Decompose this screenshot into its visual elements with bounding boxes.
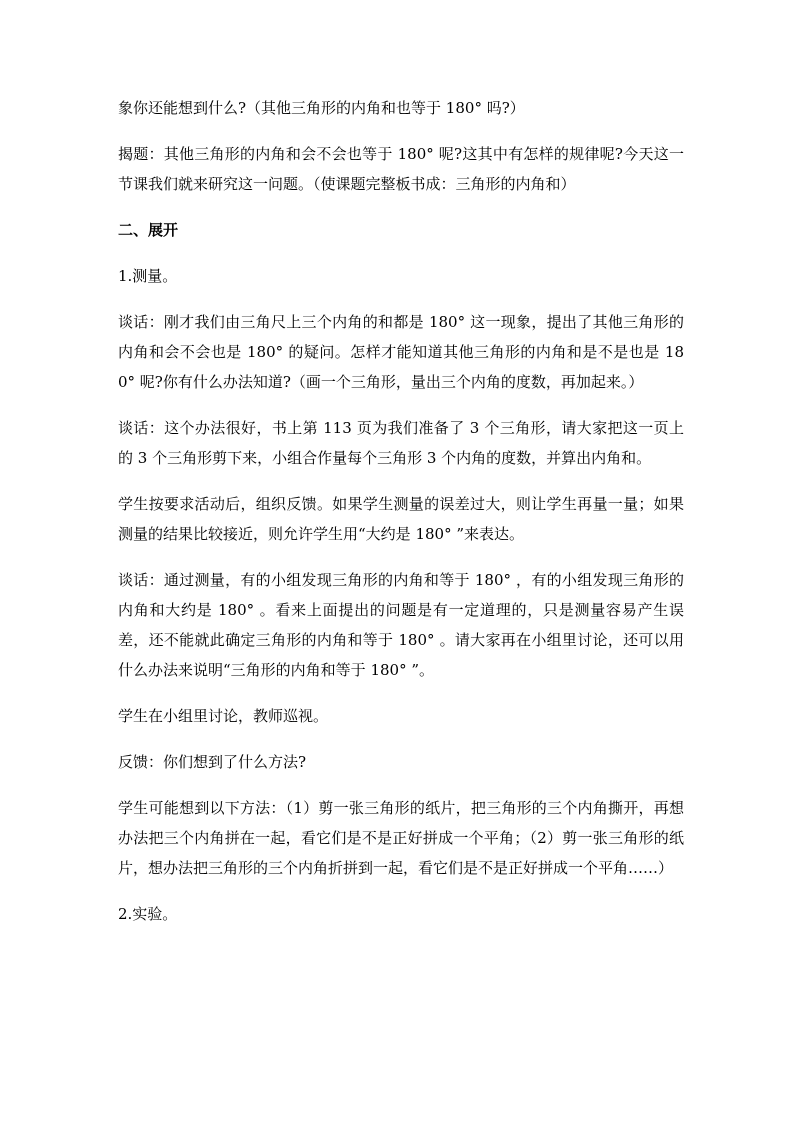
section-heading-expand: 二、展开 (118, 221, 179, 239)
subheading-measure: 1.测量。 (118, 267, 178, 285)
paragraph-group-discussion: 学生在小组里讨论，教师巡视。 (118, 707, 329, 725)
paragraph-methods: 学生可能想到以下方法：（1）剪一张三角形的纸片，把三角形的三个内角撕开，再想办法把三个内角拼在一起，看它们是不是正好拼成一个平角；（2）剪一张三角形的纸片，想办法把三角形的三个内角折拼到一起，看它们是不是正好拼成一个平角……） (118, 799, 684, 877)
paragraph-feedback: 反馈：你们想到了什么方法? (118, 753, 307, 771)
paragraph-intro-question: 象你还能想到什么?（其他三角形的内角和也等于 180° 吗?） (118, 99, 525, 117)
paragraph-talk-3: 谈话：通过测量，有的小组发现三角形的内角和等于 180° ，有的小组发现三角形的内角和大约是 180° 。看来上面提出的问题是有一定道理的，只是测量容易产生误差，还不能就此确定三角形的内角和等于 180° 。请大家再在小组里讨论，还可以用什么办法来说明“三角形的内角和等于 180° ”。 (118, 571, 684, 679)
paragraph-talk-2: 谈话：这个办法很好，书上第 113 页为我们准备了 3 个三角形，请大家把这一页上的 3 个三角形剪下来，小组合作量每个三角形 3 个内角的度数，并算出内角和。 (118, 419, 684, 467)
paragraph-talk-1: 谈话：刚才我们由三角尺上三个内角的和都是 180° 这一现象，提出了其他三角形的内角和会不会也是 180° 的疑问。怎样才能知道其他三角形的内角和是不是也是 180° 呢?你有什么办法知道?（画一个三角形，量出三个内角的度数，再加起来。） (118, 313, 684, 391)
paragraph-reveal-topic: 揭题：其他三角形的内角和会不会也等于 180° 呢?这其中有怎样的规律呢?今天这一节课我们就来研究这一问题。（使课题完整板书成：三角形的内角和） (118, 145, 684, 193)
document-body (118, 93, 684, 945)
paragraph-student-activity: 学生按要求活动后，组织反馈。如果学生测量的误差过大，则让学生再量一量；如果测量的结果比较接近，则允许学生用“大约是 180° ”来表达。 (118, 495, 684, 543)
subheading-experiment: 2.实验。 (118, 905, 178, 923)
